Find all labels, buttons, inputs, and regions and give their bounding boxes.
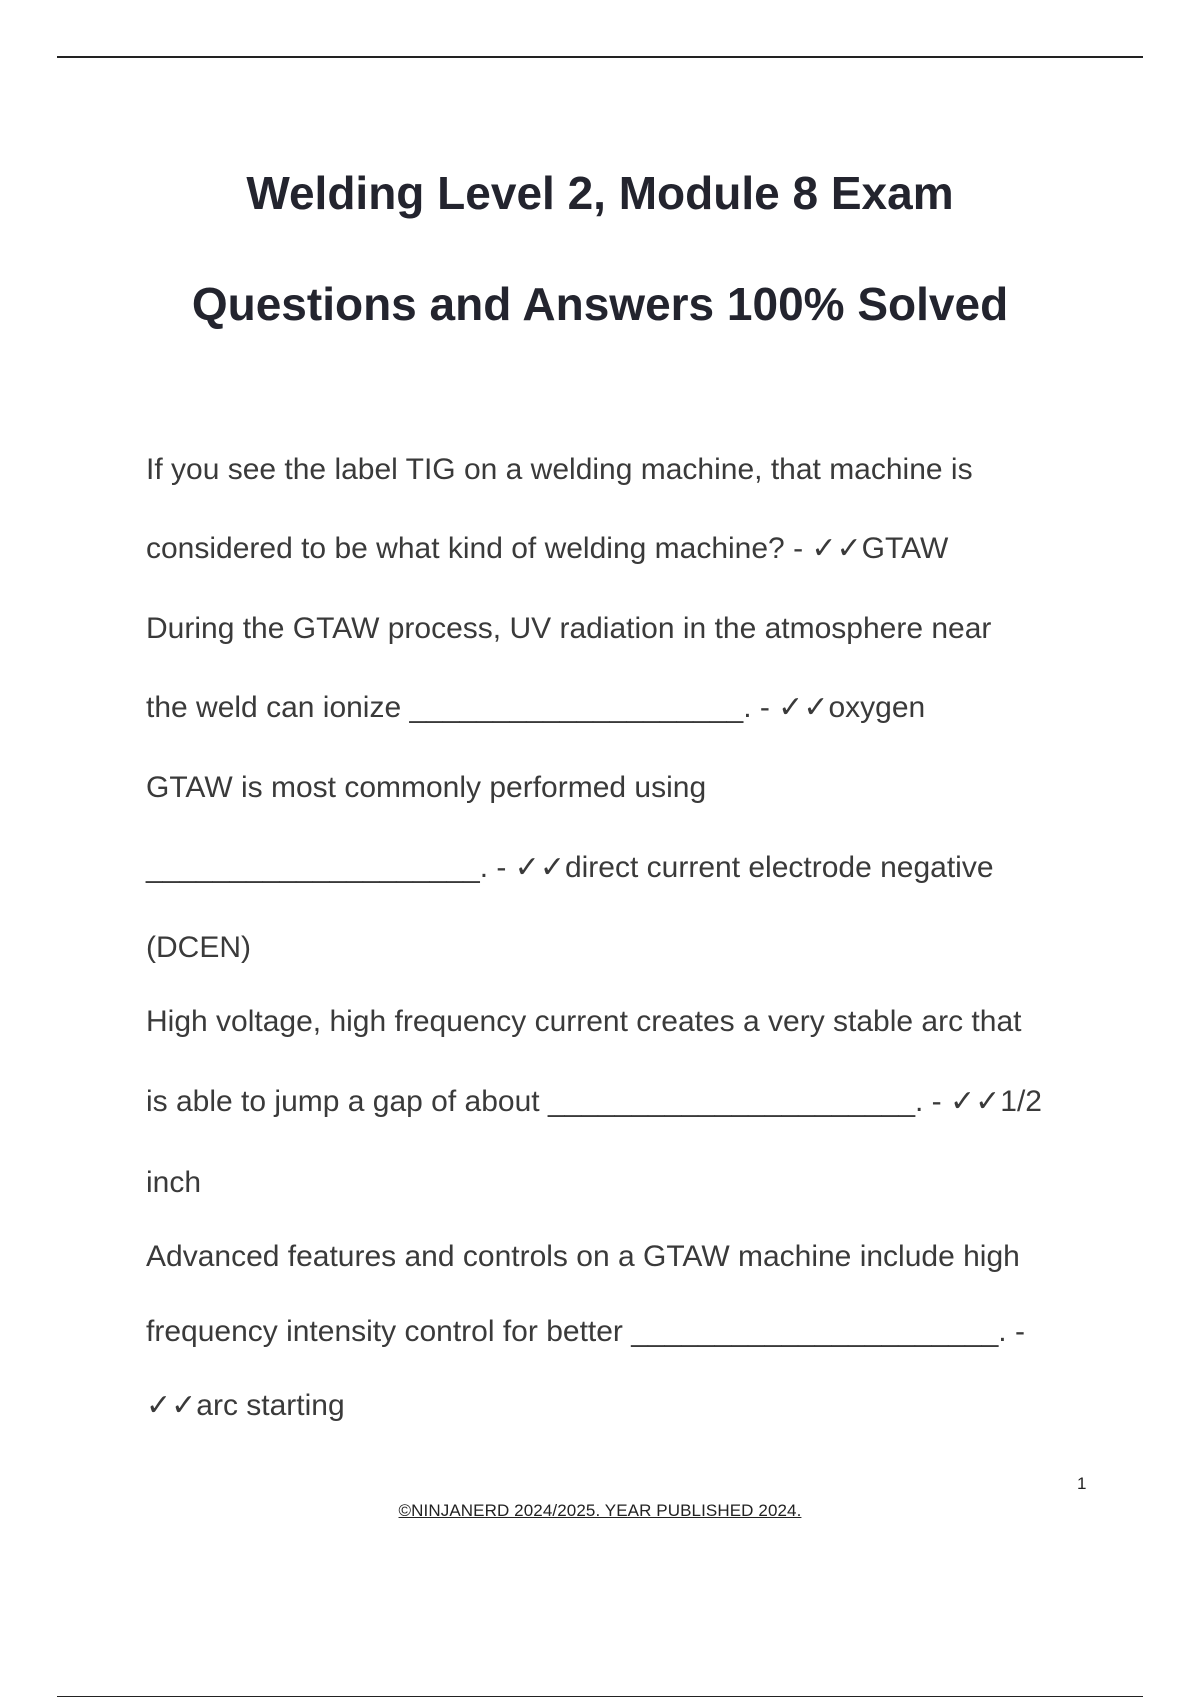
text-line: frequency intensity control for better ______________________. - bbox=[146, 1315, 1025, 1348]
text-line: ____________________. - ✓✓direct current electrode negative bbox=[146, 851, 994, 884]
title-line-2: Questions and Answers 100% Solved bbox=[191, 278, 1009, 330]
text-line: considered to be what kind of welding machine? - ✓✓GTAW bbox=[146, 532, 949, 565]
document-title bbox=[0, 138, 1200, 360]
text-line: Advanced features and controls on a GTAW machine include high bbox=[146, 1240, 1020, 1273]
bottom-rule bbox=[57, 1696, 1143, 1697]
text-line: High voltage, high frequency current creates a very stable arc that bbox=[146, 1005, 1022, 1038]
text-line: (DCEN) bbox=[146, 931, 251, 964]
text-line: ✓✓arc starting bbox=[146, 1389, 345, 1422]
copyright-footer: ©NINJANERD 2024/2025. YEAR PUBLISHED 2024. bbox=[398, 1501, 802, 1520]
page-number: 1 bbox=[1077, 1474, 1087, 1493]
text-line: If you see the label TIG on a welding machine, that machine is bbox=[146, 453, 973, 486]
title-line-1: Welding Level 2, Module 8 Exam bbox=[246, 167, 954, 219]
text-line: GTAW is most commonly performed using bbox=[146, 771, 707, 804]
text-line: During the GTAW process, UV radiation in the atmosphere near bbox=[146, 612, 992, 645]
text-line: the weld can ionize ____________________. - ✓✓oxygen bbox=[146, 691, 926, 724]
text-line: inch bbox=[146, 1166, 202, 1199]
text-line: is able to jump a gap of about ______________________. - ✓✓1/2 bbox=[146, 1085, 1042, 1118]
top-rule bbox=[57, 56, 1143, 58]
